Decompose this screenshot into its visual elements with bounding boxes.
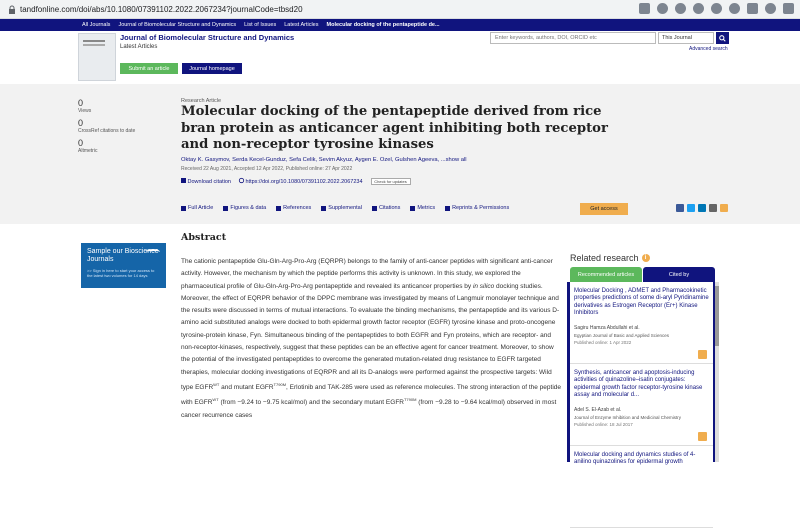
abstract-sup: T790M: [273, 381, 287, 387]
search-input[interactable]: [490, 32, 656, 44]
browser-address-bar[interactable]: [0, 0, 800, 19]
abstract-part: The cationic pentapeptide Glu-Gln-Arg-Pro-Arg (EQRPR) belongs to the family of anti-cancer peptides with significant anti-cancer activity. However, the mechanism by which the peptide performs this activity is unknown. In this study, we explored the pharmaceutical profile of Glu-Gln-Arg-Pro-Arg pentapeptide and revealed its anticancer properties by: [181, 258, 553, 290]
tab-label: Supplemental: [328, 205, 362, 211]
plus-icon: [321, 206, 326, 211]
search-scope-select[interactable]: This Journal: [658, 32, 714, 44]
facebook-icon[interactable]: [676, 204, 684, 212]
get-access-button[interactable]: Get access: [580, 203, 628, 215]
journal-subtitle: Latest Articles: [120, 44, 158, 50]
abstract-sup: WT: [212, 397, 219, 403]
article-metrics: [78, 98, 138, 158]
tab-recommended-articles[interactable]: Recommended articles: [570, 267, 642, 282]
puzzle-icon[interactable]: [747, 3, 758, 14]
abstract-italic: in silico: [472, 282, 495, 290]
list-item[interactable]: [570, 364, 713, 446]
tab-label: Citations: [378, 205, 401, 211]
tab-label: Figures & data: [230, 205, 267, 211]
search-button[interactable]: [716, 32, 729, 44]
lock-icon: [6, 3, 18, 15]
related-article-journal: Egyptian Journal of Basic and Applied Sciences: [574, 333, 670, 339]
doi-text: https://doi.org/10.1080/07391102.2022.2067234: [245, 179, 363, 185]
breadcrumb-all-journals[interactable]: All Journals: [82, 22, 111, 28]
citation-row: [181, 178, 411, 185]
profile-icon[interactable]: [765, 3, 776, 14]
article-dates: Received 22 Aug 2021, Accepted 12 Apr 2022, Published online: 27 Apr 2022: [181, 166, 353, 172]
article-authors[interactable]: Oktay K. Gasymov, Serda Kecel-Gunduz, Sefa Celik, Sevim Akyuz, Aygen E. Ozel, Gulshen Ageeva, ...show all: [181, 157, 467, 163]
related-article-date: Published online: 1 Apr 2022: [574, 340, 632, 346]
scrollbar-thumb[interactable]: [715, 286, 719, 346]
journal-homepage-button[interactable]: Journal homepage: [182, 63, 242, 74]
article-type: Research Article: [181, 98, 222, 104]
altmetric-count: 0: [78, 138, 84, 148]
altmetric-label: Altmetric: [78, 148, 98, 154]
article-title: Molecular docking of the pentapeptide derived from rice bran protein as anticancer agent inhibiting both receptor and non-receptor tyrosine kinases: [181, 104, 608, 152]
bioscience-ad-banner[interactable]: [81, 243, 166, 288]
url-text[interactable]: tandfonline.com/doi/abs/10.1080/07391102.2022.2067234?journalCode=tbsd20: [20, 4, 303, 14]
star-icon[interactable]: [657, 3, 668, 14]
quote-icon: [181, 178, 186, 183]
related-research-heading: [570, 253, 650, 263]
more-share-icon[interactable]: [720, 204, 728, 212]
related-article-title[interactable]: Synthesis, anticancer and apoptosis-inducing activities of quinazoline–isatin conjugates: epidermal growth factor receptor-tyrosine kinase assay and molecular d...: [574, 370, 703, 398]
abstract-part: (from −9.24 to −9.75 kcal/mol) and the secondary mutant EGFR: [218, 399, 404, 407]
tab-metrics[interactable]: [410, 205, 435, 211]
lock-icon: [698, 432, 707, 441]
related-article-date: Published online: 18 Jul 2017: [574, 422, 633, 428]
abstract-part: and mutant EGFR: [219, 384, 274, 392]
tab-label: Metrics: [417, 205, 436, 211]
related-article-title[interactable]: Molecular docking and dynamics studies of 4-anilino quinazolines for epidermal growth: [574, 452, 696, 466]
views-count: 0: [78, 98, 84, 108]
breadcrumb-current: Molecular docking of the pentapeptide de...: [326, 22, 440, 28]
share-buttons: [676, 204, 728, 212]
download-citation-label: Download citation: [187, 179, 231, 185]
document-icon: [181, 206, 186, 211]
citations-icon: [372, 206, 377, 211]
tab-label: Reprints & Permissions: [452, 205, 510, 211]
email-icon[interactable]: [709, 204, 717, 212]
crossref-label: CrossRef citations to date: [78, 128, 136, 134]
related-article-title[interactable]: Molecular Docking , ADMET and Pharmacokinetic properties predictions of some di-aryl Pyridinamine derivatives as Estrogen Receptor (Er+) Kinase Inhibitors: [574, 288, 709, 316]
advanced-search-link[interactable]: Advanced search: [689, 46, 728, 52]
tab-label: References: [283, 205, 312, 211]
related-article-authors: Sagiru Hamza Abdullahi et al.: [574, 325, 640, 332]
related-article-authors: Adel S. El-Azab et al.: [574, 407, 622, 414]
views-label: Views: [78, 108, 92, 114]
info-icon[interactable]: i: [642, 254, 650, 262]
breadcrumb: [0, 19, 800, 31]
link-icon: [239, 178, 244, 183]
related-research-label: Related research: [570, 253, 639, 263]
extension-icon[interactable]: [693, 3, 704, 14]
breadcrumb-latest[interactable]: Latest Articles: [284, 22, 319, 28]
extension-icon[interactable]: [675, 3, 686, 14]
references-icon: [276, 206, 281, 211]
download-citation-link[interactable]: [181, 178, 231, 185]
article-tabs: [181, 205, 509, 211]
search-icon: [719, 35, 726, 42]
twitter-icon[interactable]: [687, 204, 695, 212]
ad-headline: Sample our Bioscience Journals: [87, 248, 159, 263]
menu-icon[interactable]: [783, 3, 794, 14]
related-article-journal: Journal of Enzyme Inhibition and Medicinal Chemistry: [574, 415, 682, 421]
linkedin-icon[interactable]: [698, 204, 706, 212]
breadcrumb-issues[interactable]: List of Issues: [244, 22, 277, 28]
check-for-updates-button[interactable]: Check for updates: [371, 178, 411, 185]
tab-full-article[interactable]: [181, 205, 213, 211]
tab-citations[interactable]: [372, 205, 400, 211]
cart-icon: [445, 206, 450, 211]
abstract-text: [181, 256, 561, 422]
lock-icon: [698, 350, 707, 359]
related-articles-list: [567, 282, 715, 466]
browser-extensions: [639, 3, 794, 14]
tab-label: Full Article: [188, 205, 214, 211]
bar-chart-icon: [410, 206, 415, 211]
tab-references[interactable]: [276, 205, 311, 211]
list-item[interactable]: [570, 446, 713, 528]
abstract-part: , Erlotinib and TAK-285 were used as reference molecules. The strong interaction of the peptide with EGFR: [181, 384, 561, 407]
breadcrumb-journal[interactable]: Journal of Biomolecular Structure and Dynamics: [118, 22, 237, 28]
crossref-count: 0: [78, 118, 84, 128]
abstract-heading: Abstract: [181, 232, 227, 243]
related-list-scrollbar[interactable]: [715, 282, 719, 462]
abstract-part: (from −9.28 to −9.64 kcal/mol) observed in most cancer recurrence cases: [181, 399, 557, 419]
journal-title[interactable]: Journal of Biomolecular Structure and Dynamics: [120, 33, 295, 42]
abstract-part: docking studies. Moreover, the effect of EQRPR behavior of the DPPC membrane was investigated by means of Langmuir monolayer technique and the results were discussed in terms of mutual interactions. To evaluate the binding mechanisms, the pentapeptide and its various D-amino acid substituted analogs were docked to both epidermal growth factor receptor (EGFR) tyrosine kinase and proto-oncogene tyrosine-protein kinase, Fyn. Simultaneous binding of the pentapeptides to both EGFR and Fyn proteins, which are receptor- and non-receptor-kinases, respectively, suggest that these peptides can be an effective agent for cancer treatment. Moreover, to show the potential of the investigated pentapeptides to overcome the generated mutation-related drug resistance to EGFR targeted therapies, molecular docking investigations of EQRPR and all its D-analogs were performed against the prospective targets: Wild type EGFR: [181, 282, 560, 392]
bird-icon: [146, 249, 160, 255]
abstract-sup: T790M: [403, 397, 417, 403]
submit-article-button[interactable]: Submit an article: [120, 63, 178, 74]
image-icon: [223, 206, 228, 211]
extension-icon[interactable]: [711, 3, 722, 14]
extension-icon[interactable]: [729, 3, 740, 14]
abstract-sup: WT: [213, 381, 220, 387]
tab-reprints[interactable]: [445, 205, 509, 211]
journal-cover-image[interactable]: [78, 33, 116, 81]
doi-link[interactable]: [239, 178, 363, 185]
tab-cited-by[interactable]: Cited by: [643, 267, 715, 282]
share-icon[interactable]: [639, 3, 650, 14]
tab-supplemental[interactable]: [321, 205, 362, 211]
ad-subtext: >> Sign in here to start your access to the latest two volumes for 14 days: [87, 268, 155, 278]
tab-figures[interactable]: [223, 205, 266, 211]
list-item[interactable]: [570, 282, 713, 364]
